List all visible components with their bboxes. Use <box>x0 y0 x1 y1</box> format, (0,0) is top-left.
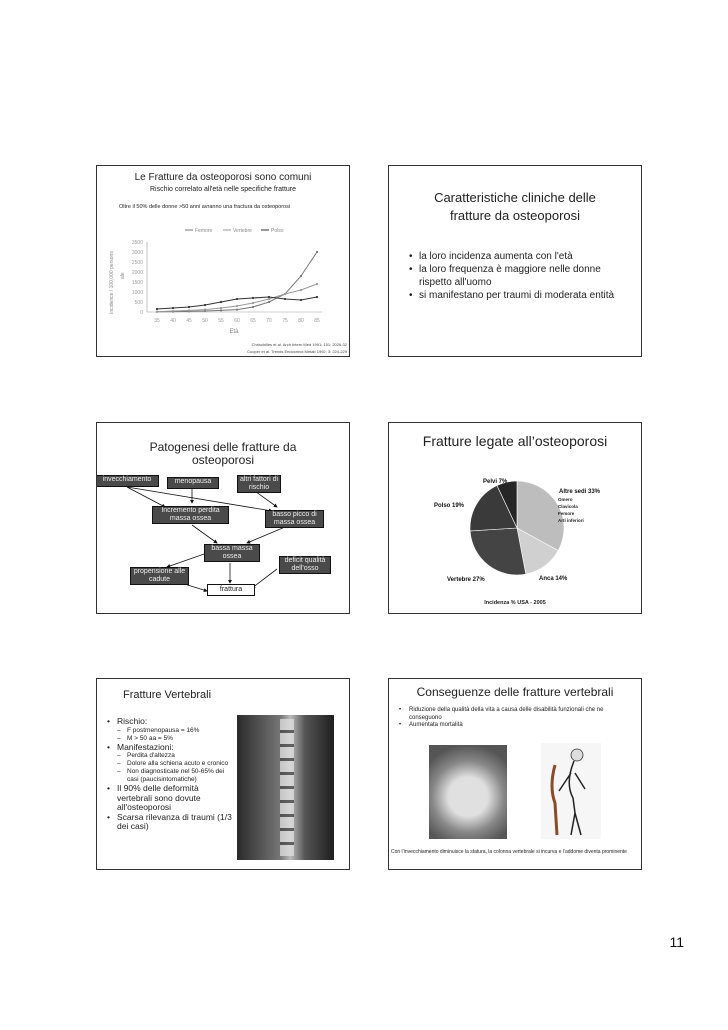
slide-4-caption: Incidenza % USA - 2005 <box>484 600 546 606</box>
data-point <box>236 298 238 300</box>
data-point <box>188 306 190 308</box>
slide-1-subtitle: Rischio correlato all'età nelle specifiche fratture <box>149 186 297 193</box>
x-tick-label: 75 <box>282 318 288 324</box>
data-point <box>252 302 254 304</box>
bullet-item: • Riduzione della qualità della vita a causa delle disabilità funzionali che ne conseguono <box>399 707 627 722</box>
bullet-item: • la loro frequenza è maggiore nelle donne rispetto all'uomo <box>409 263 625 289</box>
bullet-item: • Aumentata mortalità <box>399 722 627 730</box>
y-tick-label: 1000 <box>131 290 143 296</box>
sub-bullet-item: – Perdita d'altezza <box>117 752 232 760</box>
bullet-item: • Rischio: – F postmenopausa = 16% – M > 50 aa = 5% <box>107 717 232 743</box>
pie-detail-item: Arti inferiori <box>558 518 584 523</box>
legend-label: Vertebre <box>233 228 252 234</box>
slide-4 <box>388 422 642 614</box>
y-tick-label: 3000 <box>131 250 143 256</box>
data-point <box>268 296 270 298</box>
data-point <box>236 309 238 311</box>
bullet-item: • Il 90% delle deformità vertebrali sono dovute all'osteoporosi <box>107 784 232 813</box>
box-altri-fattori: altri fattori di rischio <box>237 475 281 493</box>
x-tick-label: 40 <box>170 318 176 324</box>
x-tick-label: 85 <box>314 318 320 324</box>
slide-5-title: Fratture Vertebrali <box>122 689 212 701</box>
x-tick-label: 55 <box>218 318 224 324</box>
bullet-item: • si manifestano per traumi di moderata entità <box>409 289 625 302</box>
slide-1 <box>96 165 350 357</box>
slide-2-bullets <box>409 250 625 302</box>
slide-1-ref-2: Cooper et al. Trends Endocrinol Metab 1992; 3: 224-229 <box>247 349 347 354</box>
data-point <box>220 301 222 303</box>
data-point <box>156 308 158 310</box>
pie-detail-item: Clavicola <box>558 504 578 509</box>
pie-slice-label: Pelvi 7% <box>483 479 508 485</box>
slide-6-bullets <box>399 707 627 730</box>
x-tick-label: 45 <box>186 318 192 324</box>
slide-1-note: Oltre il 50% delle donne >50 anni avranno una fractura da osteoporosi <box>119 204 291 210</box>
slide-1-ref-1: Chrischilles et al. Arch Intern Med 1991; 151: 2026-32 <box>251 342 347 347</box>
slide-2 <box>388 165 642 357</box>
slide-4-title: Fratture legate all’osteoporosi <box>422 433 608 449</box>
skeleton-illustration <box>541 743 601 839</box>
slide-6 <box>388 678 642 870</box>
slide-5 <box>96 678 350 870</box>
y-tick-label: 500 <box>134 300 143 306</box>
data-point <box>188 309 190 311</box>
bullet-item: • la loro incidenza aumenta con l'età <box>409 250 625 263</box>
age-incidence-chart <box>97 222 349 342</box>
y-tick-label: 1500 <box>131 280 143 286</box>
pie-detail-item: Omero <box>558 497 573 502</box>
box-menopausa: menopausa <box>167 477 219 489</box>
data-point <box>284 298 286 300</box>
data-point <box>252 297 254 299</box>
legend-label: Polso <box>271 228 284 234</box>
box-invecchiamento: invecchiamento <box>96 475 159 487</box>
x-tick-label: 50 <box>202 318 208 324</box>
sub-bullet-item: – M > 50 aa = 5% <box>117 735 232 743</box>
data-point <box>204 309 206 311</box>
chart-y-label-short: ale <box>120 272 126 279</box>
page-number: 11 <box>669 934 684 950</box>
box-deficit-qualita: deficit qualità dell'osso <box>279 556 331 574</box>
data-point <box>300 299 302 301</box>
slide-2-title-line-2: fratture da osteoporosi <box>449 208 581 223</box>
fracture-pie-chart <box>389 423 641 613</box>
pie-slice-label: Altre sedi 33% <box>559 489 601 495</box>
pie-slice-label: Polso 19% <box>434 503 465 509</box>
x-tick-label: 65 <box>250 318 256 324</box>
sub-bullet-item: – F postmenopausa = 16% <box>117 727 232 735</box>
slide-5-bullets <box>107 717 232 832</box>
legend-label: Femore <box>195 228 213 234</box>
chart-x-label: Età <box>229 329 239 335</box>
data-point <box>172 307 174 309</box>
data-point <box>220 307 222 309</box>
pie-slice-label: Anca 14% <box>539 576 568 582</box>
spine-xray-image <box>237 715 334 860</box>
box-basso-picco: basso picco di massa ossea <box>265 510 324 528</box>
slide-6-caption: Con l’invecchiamento diminuisce la statura, la colonna vertebrale si incurva e l’addome diventa prominente <box>391 849 627 855</box>
x-tick-label: 60 <box>234 318 240 324</box>
data-point <box>156 311 158 313</box>
y-tick-label: 2500 <box>131 260 143 266</box>
y-tick-label: 0 <box>140 310 143 316</box>
elderly-back-photo <box>429 745 507 839</box>
series-line <box>157 252 317 312</box>
slide-2-title-line-1: Caratteristiche cliniche delle <box>434 190 596 205</box>
pie-slice <box>470 528 526 575</box>
data-point <box>204 304 206 306</box>
data-point <box>220 309 222 311</box>
data-point <box>236 305 238 307</box>
data-point <box>316 251 318 253</box>
sub-bullet-item: – Dolore alla schiena acuto e cronico <box>117 760 232 768</box>
data-point <box>172 310 174 312</box>
y-tick-label: 3500 <box>131 240 143 246</box>
box-frattura: frattura <box>207 584 255 596</box>
data-point <box>268 298 270 300</box>
slide-3 <box>96 422 350 614</box>
slide-3-title-line-1: Patogenesi delle fratture da <box>149 440 297 454</box>
data-point <box>300 289 302 291</box>
x-tick-label: 35 <box>154 318 160 324</box>
box-propensione-cadute: propensione alle cadute <box>130 567 189 585</box>
x-tick-label: 70 <box>266 318 272 324</box>
slide-3-title-line-2: osteoporosi <box>191 453 255 467</box>
x-tick-label: 80 <box>298 318 304 324</box>
box-incremento-perdita: Incremento perdita massa ossea <box>152 506 229 524</box>
pie-detail-list <box>558 496 584 524</box>
data-point <box>268 301 270 303</box>
data-point <box>316 296 318 298</box>
bullet-item: • Manifestazioni: – Perdita d'altezza – Dolore alla schiena acuto e cronico – Non diagnosticate nel 50-65% dei casi (paucisintomatiche) <box>107 743 232 785</box>
y-tick-label: 2000 <box>131 270 143 276</box>
data-point <box>300 275 302 277</box>
slide-6-title: Conseguenze delle fratture vertebrali <box>416 685 614 699</box>
bullet-item: • Scarsa rilevanza di traumi (1/3 dei casi) <box>107 813 232 832</box>
box-bassa-massa: bassa massa ossea <box>204 544 260 562</box>
data-point <box>284 293 286 295</box>
chart-y-label: Incidence / 100,000 persons <box>109 251 115 314</box>
pie-slice-label: Vertebre 27% <box>447 577 485 583</box>
data-point <box>316 283 318 285</box>
pie-detail-item: Femore <box>558 511 575 516</box>
slide-1-title: Le Fratture da osteoporosi sono comuni <box>134 172 312 183</box>
sub-bullet-item: – Non diagnosticate nel 50-65% dei casi (paucisintomatiche) <box>117 768 232 784</box>
data-point <box>252 306 254 308</box>
